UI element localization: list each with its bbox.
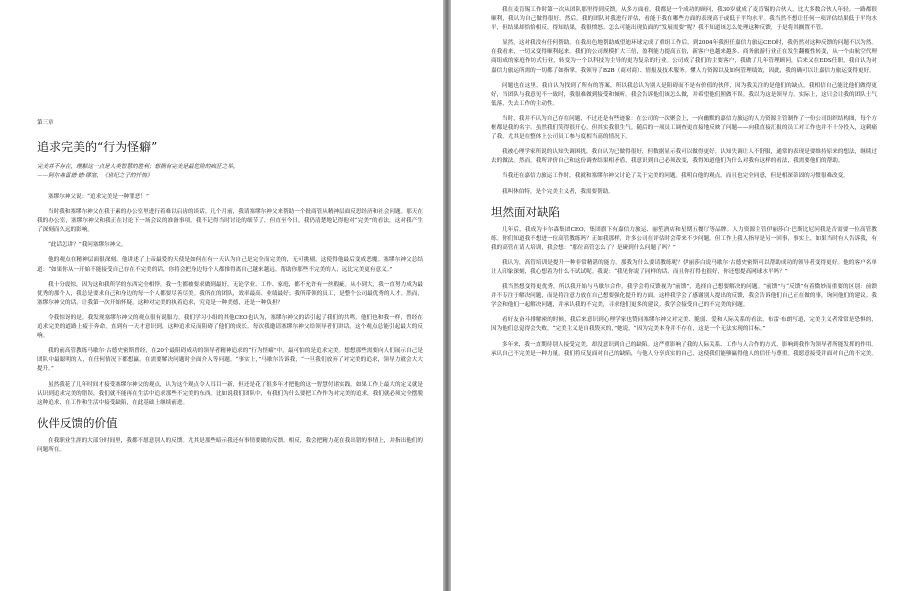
- paragraph: 我当然想变得更优秀，所以我开始与马歇尔合作。我学会将反馈视为“前馈”，选择自己想要解决的问题。“前馈”与“反馈”有着微妙而重要的区别：前馈并不专注于解决问题，而是将注意力放在自己想要强化提升的方面。这样我学会了感谢别人提出的反馈，我会告诉他们自己正在做的事，询问他们的建议。我学会和他们一起解决问题，并承认我的不完美，寻求他们更多的建议。我学会接受自己的不完美的问题。: [491, 284, 877, 309]
- paragraph: 多年来，我一直期待别人接受完美，却没意识到自己的缺陷。这严重影响了我的人际关系、工作与人合作的方式，影响到我作为领导者所能发挥的作用。承认自己不完美是一种力量。我们将反复面对自己的缺陷，与他人分享真实的自己，这使我们能够赢得他人的信任与尊重。我愿意接受并面对自己的不完美。: [491, 341, 877, 357]
- paragraph: 看好友奋斗排解密的时候，我后来意识到心理学家也赞同塞缪尔神父对完美、脆弱、爱和人际关系的看法。布雷·布朗写道，完美主义者常常是恐惧的，因为他们总觉得会失败。“完美主义是自我毁灭的，”她说，“因为完美本身并不存在，这是一个无法实现的目标。”: [491, 317, 877, 333]
- right-page-content: [491, 6, 877, 365]
- section-title: 坦然面对缺陷: [491, 204, 560, 219]
- epigraph: [37, 163, 423, 181]
- paragraph: 他的观点在精神层面很深刻。他讲述了上帝最爱的天使是如何在有一天认为自己是完全而完美的，无可挑剔，这使得他最后变成恶魔。塞缪尔神父总结道：“如果你从一开始不能接受自己存在不完美的话，你将会把身边每个人都推得离自己越来越远。帮助你那些不完美的人，远比完美更有意义。”: [37, 257, 423, 273]
- paragraph: 几年后，我成为卡尔森集团CEO，集团旗下有嘉信力旅运、丽笙酒店和星期五餐厅等品牌。人力资源主管伊丽莎白·巴斯比尼问我是否需要一位高管教练。你们知道我不想进一位高管教练吗？正如我那样，许多公司在评估时会带来不少问题，但工作上我人指导是另一回事，事实上，如果当时有人告诉我，有我的高管在请人培训，我会想：“那位高管怎么了？是碰到什么问题了吗？”: [491, 226, 877, 251]
- paragraph: 当时我和塞缪尔神父在我于素的办公室里进行着难以启齿的谈话。几个月前，我请塞缪尔神父来帮助一个批商管从精神层面反思经济和社会问题。那天在我的办公室，塞缪尔神父和我正在讨论下一场会议的准备事项。我不记得当时讨论的细节了，但直至今日，我仍清楚地记得他对“完美”的看法，这对我产生了深刻而久远的影响。: [37, 209, 423, 234]
- chapter-label: 第三章: [37, 120, 54, 126]
- paragraph: 我认为，高管培训是提升一种非常精湛的能力，那我为什么要请教练呢？伊丽莎白说马歇尔·古德史密斯可以帮助成功的领导者变得更好。他的客户名单让人印象深刻，我心想着为什么不试试呢。我说：“我见你说了同样的话，而且你打得也很好，你还想提高网球水平吗？”: [491, 259, 877, 275]
- right-page: [451, 0, 899, 591]
- paragraph: 在我职业生涯的大部分时间里，我都不愿意别人的反馈。尤其是那些暗示我还有事情要做的反馈。相反，我会把精力花在我出错的事情上，并指出他们的问题所在。: [37, 437, 423, 453]
- paragraph: “此话怎讲？”我问塞缪尔神父。: [48, 242, 127, 249]
- epigraph-attribution: ——阿尔弗雷德·德·缪塞，《世纪之子的忏悔》: [37, 173, 153, 179]
- paragraph: 我在麦肯锡工作时第一次从团队那里得到反馈。从多方面看，我都是一个成功的顾问，我30岁就成了麦肯锡的合伙人，比大多数合伙人年轻。一路都很顺利，我认为自己做得很好。然后，我的团队对我进行评估，看能于我在哪些方面的表现高于或低于平均水平。我当然不想让任何一项评估结果低于平均水平，但结果却恰恰相反，得知结果，我很愤怒。怎么可能出现负面的“发展需要”呢？我不知道该怎么处理这种反馈，于是将其搁置不管。: [491, 7, 877, 32]
- paragraph: 令我惊讶的是，我发现塞缪尔神父的观点很有说服力。我们学习小组的其他CEO也认为，塞缪尔神父的话引起了我们的共鸣，他们也和我一样，曾经在追求完美的道路上疲于奔命，直到有一天才意识到，这种追求反而阻碍了他们的成长。每次我邀请塞缪尔神父给领导者们讲话，这个观点总能引起最大的反响。: [37, 314, 423, 340]
- paragraph: 虽然我花了几年时间才接受塞缪尔神父的观点，认为这个观点令人耳目一新，但还是花了很多年才把他的这一智慧付诸实践。如果工作上最大的定义就是认识到追求完美的错误，我们就不能再在生活中追求那些不完美的东西。比如说我们团队中，有我们为什么要把工作作为对完美的追求，我们就必须完全摆脱这种追求，在工作和生活中接受缺陷，在此基础上继续前进。: [37, 381, 423, 406]
- left-page-content: [37, 118, 423, 461]
- epigraph-quote: 完美并不存在，理解这一点是人类智慧的胜利；想拥有完美是最危险的疯狂之举。: [37, 164, 239, 170]
- paragraph: 显然，这对我没有任何帮助。在我出色地帮助威望迪环球完成了重组工作后，到2004年我担任嘉信力旅运CEO时，我仍然对这种反馈的问题不以为然。在我看来，一切又变得顺利起来。我们的公司规模扩大三倍，盈利能力提高五倍，新客户也越来越多。商务旅游行业正在发生翻覆性转变，从一个由航空代理商组成的家庭作坊式行业，转变为一个以科技为主导的更为复杂的行业。公司成了我们的主要客户，我做了几年管理顾问，后来又在EDS任职，我自认为对嘉信力旅运所需的一切都了如指掌。我领导了B2B（商对商）、情报及技术服务。懂人力资源以及如何管理绩效，因此，我的确可以让嘉信力旅运变得更好。: [491, 40, 877, 74]
- section-title: 伙伴反馈的价值: [37, 415, 118, 430]
- paragraph: 问题也在这里，我自认为找到了所有的答案，所以我总认为别人是阻碍而不是有价值的伙伴，因为我关注的是他们的缺点。我相信自己能比他们做得更好，当团队与我意见不一致时，我很难做到接受和倾听。我会告诉他们该怎么做，并希望他们照做不误。我以为这是领导力。实际上，这只会让我的团队士气低落，失去工作的主动性。: [491, 82, 877, 107]
- left-page: [0, 0, 443, 591]
- paragraph: 我被心理学家所说的认知失调困扰，我自认为已做得很好，但数据显示我可以做得更好。认知失调让人不舒服，通常的表现是要维持原来的想法，继续过去的做法。然而，我所评价自己和这份调查结果相矛盾，我意识到自己必须改变，我得知道他们为什么对我有这样的看法，我需要他们的帮助。: [491, 149, 877, 165]
- paragraph: 当时，我并不认为自己存在问题，不过还是有些迹象：在公司的一次聚会上，一向幽默的嘉信力旅运的人力资源主管制作了一份公司组织结构图，每个方框都是我的名字。虽然我们笑得很开心，但其实我很生气。随后的一项员工调查更直接地反映了问题——向我直接汇报的员工对工作也并不十分投入，这刺痛了我。尤其是在整体上公司员工参与度相当高的情况下。: [491, 115, 877, 141]
- paragraph: 我的前高管教练马歇尔·古德史密斯曾经，在20个最阻碍成功的领导者精神追求的“行为怪癖”中，最可怕的是追求完美。想想那些需要向人们展示自己是团队中最聪明的人，在任何情况下都想赢，在需要解决问题时全面介入等问题。“事实上，”马歇尔告诉我，“一旦我们放弃了对完美的追求，领导力就会大大提升。”: [37, 348, 423, 373]
- book-gutter: [443, 0, 451, 591]
- paragraph: 当我还在嘉信力旅运工作时，我就和塞缪尔神父讨论了关于完美的问题。我明白他的观点，而且也完全同意，但是相深蒂固的习惯很难改变。: [502, 173, 849, 180]
- chapter-title: 追求完美的“行为怪癖”: [37, 140, 158, 154]
- paragraph: 塞缪尔神父说：“追求完美是一种罪恶！”: [48, 194, 149, 200]
- paragraph: 我叫休伯特，是个完美主义者，我需要帮助。: [502, 188, 614, 195]
- paragraph: 我十分震惊，因为这和我所学的东西完全相悖。我一生都被要求做到最好，无论学业、工作、家庭，都不允许有一丝瑕疵。从小到大，我一直努力成为最优秀的那个人，我总是要求自己和身边的每一个人都要尽善尽美。我所在的团队，效率最高、业绩最好；我所带领的员工，是整个公司最优秀的人才。然而，塞缪尔神父的话，让我第一次开始怀疑，这种对完美的执着追求，究竟是一种美德，还是一种负担？: [37, 281, 423, 306]
